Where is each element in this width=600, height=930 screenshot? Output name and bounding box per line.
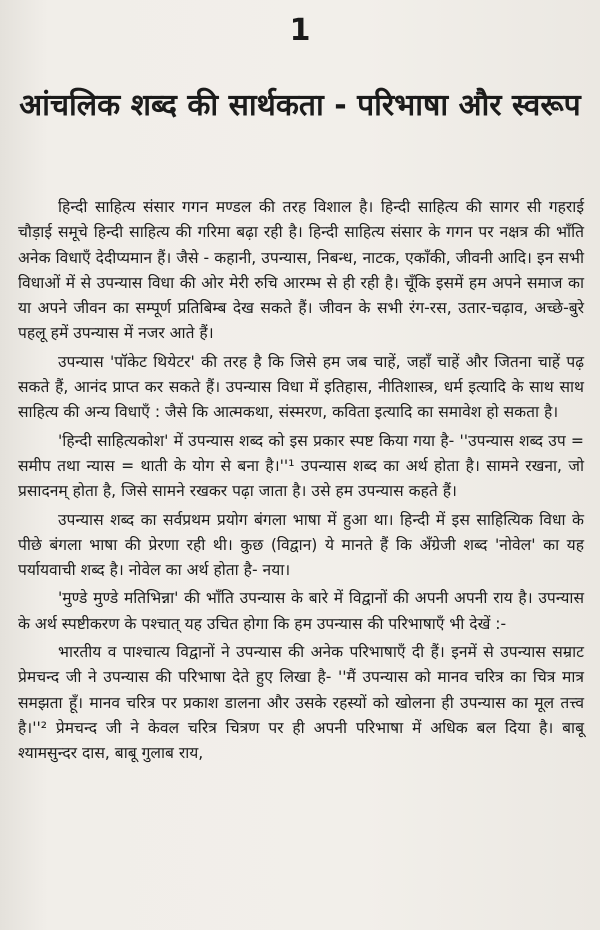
paragraph: 'हिन्दी साहित्यकोश' में उपन्यास शब्द को इस प्रकार स्पष्ट किया गया है- ''उपन्यास शब्द उप = समीप तथा न्यास = थाती के योग से बना है।''¹ उपन्यास शब्द का अर्थ होता है। सामने रखना, जो प्रसादनम् होता है, जिसे सामने रखकर पढ़ा जाता है। उसे हम उपन्यास कहते हैं। xyxy=(18,431,584,501)
paragraph: भारतीय व पाश्चात्य विद्वानों ने उपन्यास की अनेक परिभाषाएँ दी हैं। इनमें से उपन्यास सम्राट प्रेमचन्द जी ने उपन्यास की परिभाषा देते हुए लिखा है- ''मैं उपन्यास को मानव चरित्र का चित्र मात्र समझता हूँ। मानव चरित्र पर प्रकाश डालना और उसके रहस्यों को खोलना ही उपन्यास का मूल तत्त्व है।''² प्रेमचन्द जी ने केवल चरित्र चित्रण पर ही अपनी परिभाषा में अधिक बल दिया है। बाबू श्यामसुन्दर दास, बाबू गुलाब राय, xyxy=(18,643,584,763)
paragraph: उपन्यास शब्द का सर्वप्रथम प्रयोग बंगला भाषा में हुआ था। हिन्दी में इस साहित्यिक विधा के पीछे बंगला भाषा की प्रेरणा रही थी। कुछ (विद्वान) ये मानते हैं कि अँग्रेजी शब्द 'नोवेल' का यह पर्यायवाची शब्द है। नोवेल का अर्थ होता है- नया। xyxy=(18,510,584,580)
paragraph: 'मुण्डे मुण्डे मतिभिन्ना' की भाँति उपन्यास के बारे में विद्वानों की अपनी अपनी राय है। उपन्यास के अर्थ स्पष्टीकरण के पश्चात् यह उचित होगा कि हम उपन्यास की परिभाषाएँ भी देखें :- xyxy=(18,589,584,633)
chapter-title: आंचलिक शब्द की सार्थकता - परिभाषा और स्वरूप xyxy=(19,88,581,123)
paragraph: उपन्यास 'पॉकेट थियेटर' की तरह है कि जिसे हम जब चाहें, जहाँ चाहें और जितना चाहें पढ़ सकते हैं, आनंद प्राप्त कर सकते हैं। उपन्यास विधा में इतिहास, नीतिशास्त्र, धर्म इत्यादि के साथ साथ साहित्य की अन्य विधाएँ : जैसे कि आत्मकथा, संस्मरण, कविता इत्यादि का समावेश हो सकता है। xyxy=(18,352,584,422)
body-text xyxy=(18,195,584,770)
chapter-number: 1 xyxy=(289,13,311,48)
paragraph: हिन्दी साहित्य संसार गगन मण्डल की तरह विशाल है। हिन्दी साहित्य की सागर सी गहराई चौड़ाई समूचे हिन्दी साहित्य की गरिमा बढ़ा रही है। हिन्दी साहित्य संसार के गगन पर नक्षत्र की भाँति अनेक विधाएँ देदीप्यमान हैं। जैसे - कहानी, उपन्यास, निबन्ध, नाटक, एकाँकी, जीवनी आदि। इन सभी विधाओं में से उपन्यास विधा की ओर मेरी रुचि आरम्भ से ही रही है। चूँकि इसमें हम अपने समाज का या अपने जीवन का सम्पूर्ण प्रतिबिम्ब देख सकते हैं। जीवन के सभी रंग-रस, उतार-चढ़ाव, अच्छे-बुरे पहलू हमें उपन्यास में नजर आते हैं। xyxy=(18,198,584,343)
